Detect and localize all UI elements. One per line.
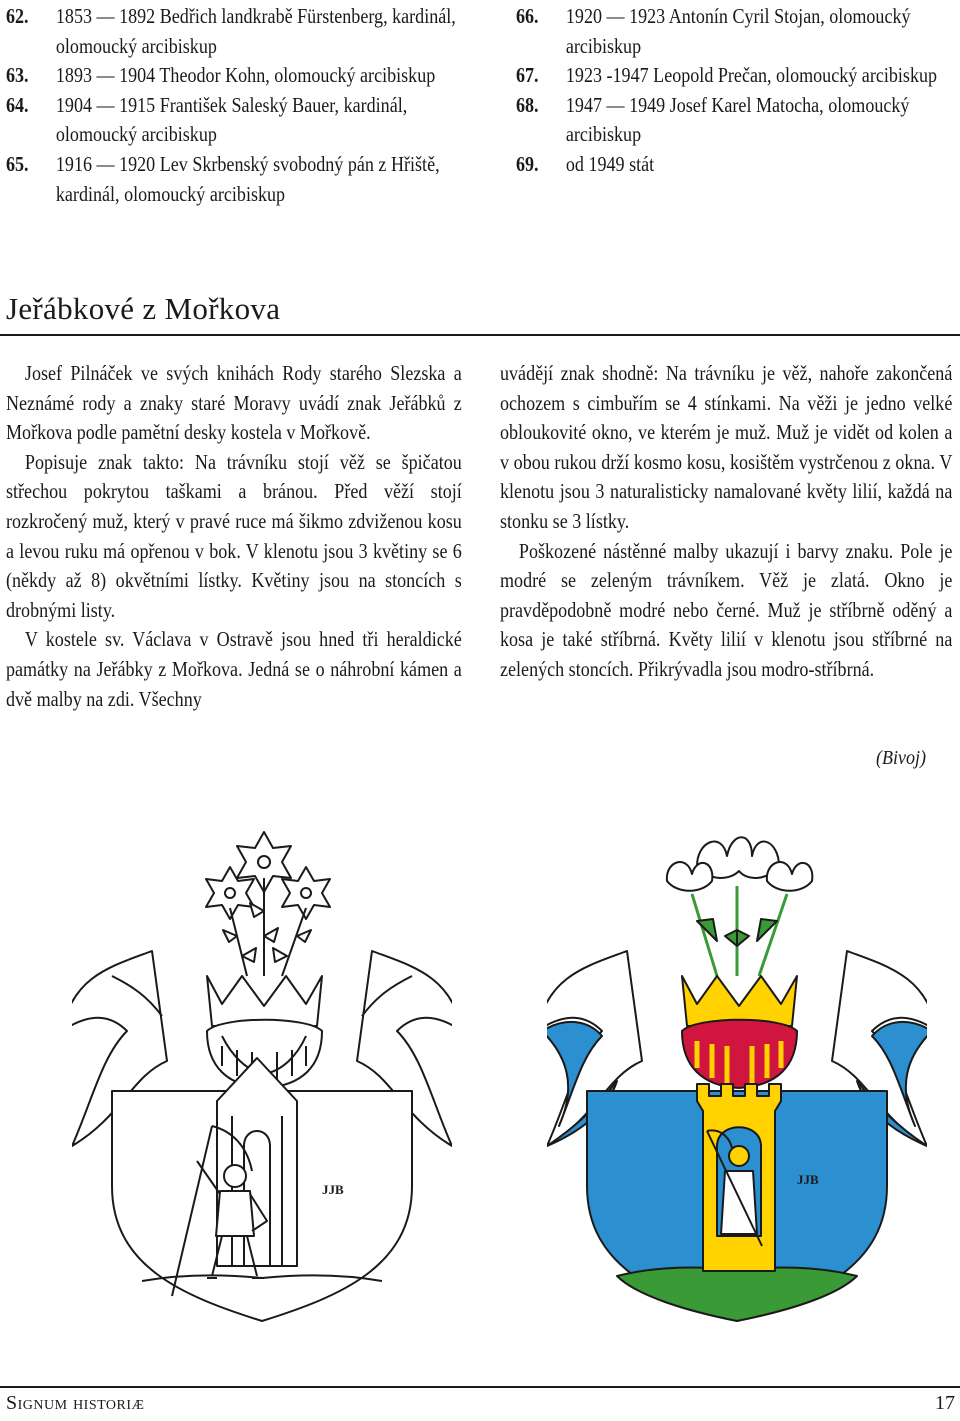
list-text: 1853 — 1892 Bedřich landkrabě Fürstenberg, kardinál, olomoucký arcibiskup	[55, 4, 456, 58]
list-number: 63.	[6, 63, 29, 88]
monogram: JJB	[797, 1172, 819, 1187]
footer-rule	[0, 1386, 960, 1388]
coat-of-arms-colored-icon	[547, 826, 927, 1326]
archbishop-list-right	[516, 2, 946, 180]
article-column-right	[500, 359, 952, 685]
list-text: od 1949 stát	[565, 151, 655, 176]
list-number: 67.	[516, 63, 539, 88]
list-item	[6, 2, 457, 61]
paragraph: uvádějí znak shodně: Na trávníku je věž, nahoře zakončená ochozem s cimbuřím se 4 stínkami. Na věži je jedno velké obloukovité okno, ve kterém je muž. Muž je vidět od kolen a v obou rukou drží kosmo kosu, kosištěm vystrčenou z okna. V klenotu jsou 3 naturalisticky namalované květy lilií, každá na stonku se 3 lístky.	[500, 361, 953, 533]
paragraph: Poškozené nástěnné malby ukazují i barvy znaku. Pole je modré se zeleným trávníkem. Věž je zlatá. Okno je pravděpodobně modré nebo černé. Muž je stříbrně oděný a kosa je také stříbrná. Květy lilií v klenotu jsou stříbrné na zelených stoncích. Přikrývadla jsou modro-stříbrná.	[500, 538, 953, 681]
paragraph: Popisuje znak takto: Na trávníku stojí věž se špičatou střechou pokrytou taškami a bránou. Před věží stojí rozkročený muž, který v pravé ruce má šikmo zdviženou kosu a levou ruku má opřenou v bok. V klenotu jsou 3 květiny se 6 (někdy až 8) okvětními lístky. Květiny jsou na stoncích s drobnými listy.	[6, 449, 462, 622]
list-number: 66.	[516, 4, 539, 28]
list-item	[516, 61, 946, 91]
list-number: 62.	[6, 4, 29, 28]
list-number: 69.	[516, 151, 539, 176]
list-item	[6, 61, 457, 91]
archbishop-list-left	[6, 2, 457, 209]
paragraph: V kostele sv. Václava v Ostravě jsou hned tři heraldické památky na Jeřábky z Mořkova. Jedná se o náhrobní kámen a dvě malby na zdi. Všechny	[6, 627, 462, 711]
list-number: 65.	[6, 151, 29, 176]
list-item	[6, 150, 457, 209]
paragraph: Josef Pilnáček ve svých knihách Rody starého Slezska a Neznámé rody a znaky staré Moravy uvádí znak Jeřábků z Mořkova podle pamětní desky kostela v Mořkově.	[6, 361, 462, 445]
list-number: 64.	[6, 92, 29, 117]
publication-name: Signum historiæ	[6, 1392, 145, 1414]
author-byline: (Bivoj)	[876, 747, 926, 769]
coat-of-arms-line-drawing-icon	[72, 826, 452, 1326]
list-item	[516, 91, 946, 150]
list-item	[516, 2, 946, 61]
section-heading: Jeřábkové z Mořkova	[6, 291, 281, 326]
list-text: 1893 — 1904 Theodor Kohn, olomoucký arcibiskup	[55, 63, 436, 88]
list-item	[516, 150, 946, 180]
page-number: 17	[935, 1392, 955, 1414]
list-text: 1923 -1947 Leopold Prečan, olomoucký arcibiskup	[565, 63, 938, 88]
list-text: 1947 — 1949 Josef Karel Matocha, olomoucký arcibiskup	[565, 92, 910, 147]
heading-rule	[0, 334, 960, 336]
list-text: 1916 — 1920 Lev Skrbenský svobodný pán z Hřiště, kardinál, olomoucký arcibiskup	[55, 151, 440, 206]
list-text: 1904 — 1915 František Saleský Bauer, kardinál, olomoucký arcibiskup	[55, 92, 408, 147]
list-number: 68.	[516, 92, 539, 117]
list-text: 1920 — 1923 Antonín Cyril Stojan, olomoucký arcibiskup	[565, 4, 911, 58]
list-item	[6, 91, 457, 150]
monogram: JJB	[322, 1182, 344, 1197]
article-column-left	[6, 359, 462, 714]
